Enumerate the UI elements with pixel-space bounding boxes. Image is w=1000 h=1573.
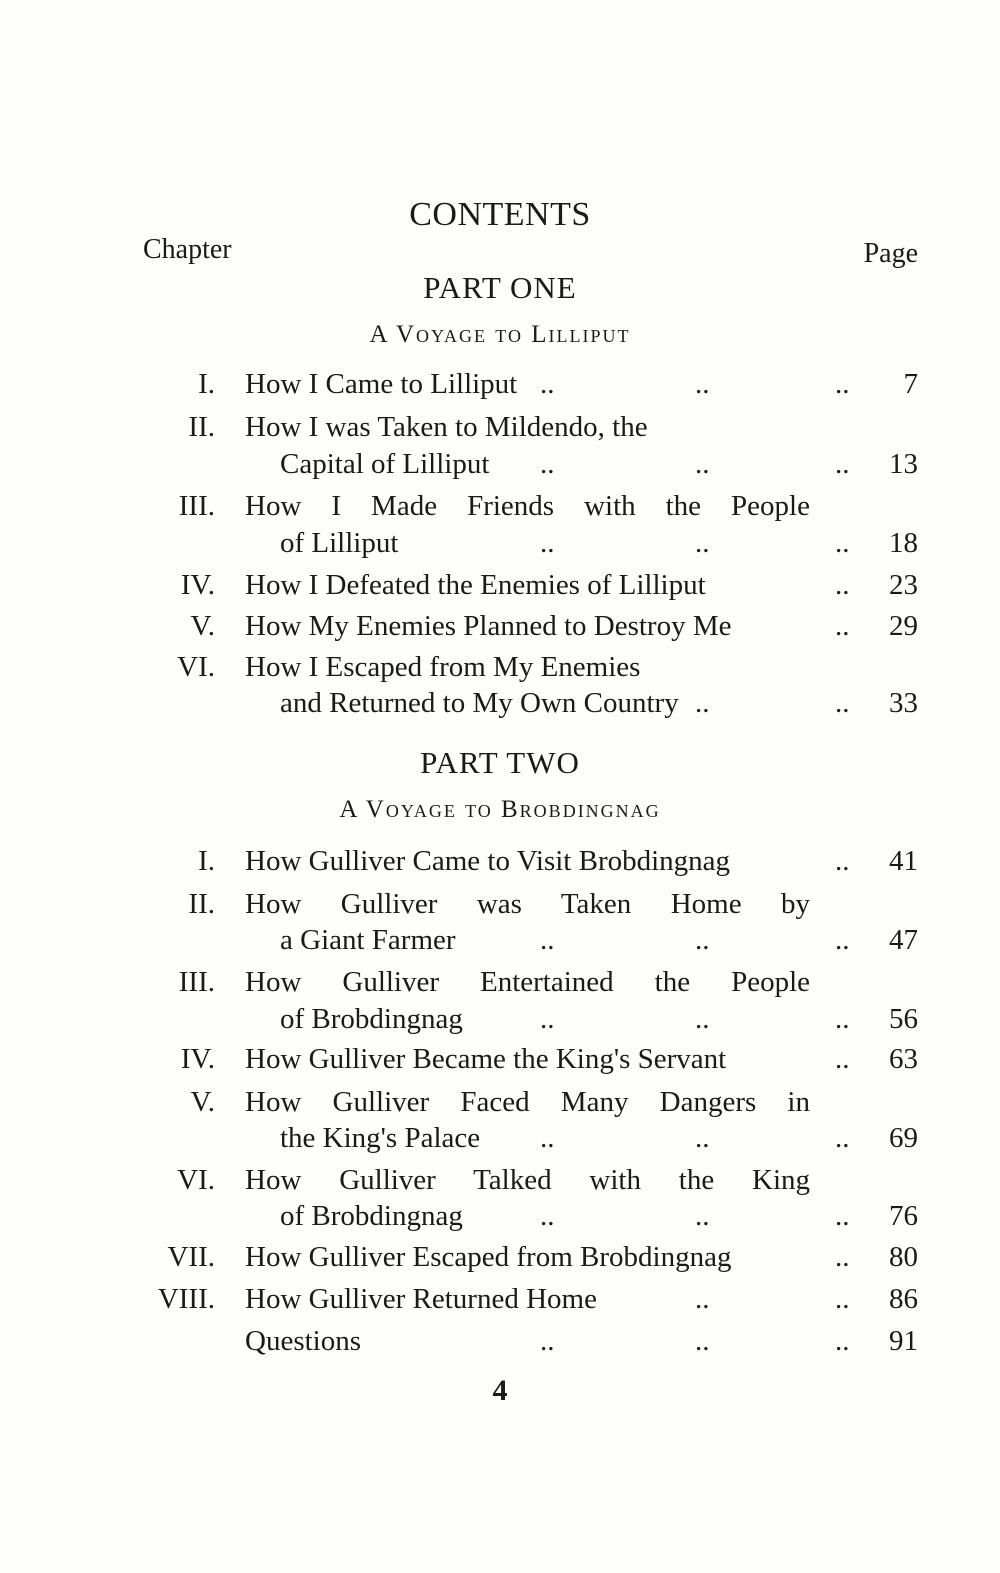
dot-leader: .. (540, 1200, 555, 1232)
dot-leader: .. (695, 1122, 710, 1154)
chapter-title-line: How Gulliver Entertained the People (245, 966, 810, 998)
chapter-title-line: How I Came to Lilliput (245, 368, 518, 400)
chapter-numeral: V. (190, 1086, 215, 1118)
chapter-numeral: VI. (177, 651, 215, 683)
chapter-title-line: Questions (245, 1325, 361, 1357)
part-subtitle: A Voyage to Brobdingnag (339, 796, 661, 823)
dot-leader: .. (695, 448, 710, 480)
chapter-page-number: 7 (903, 368, 918, 400)
dot-leader: .. (835, 845, 850, 877)
dot-leader: .. (540, 368, 555, 400)
chapter-title-line: How Gulliver Faced Many Dangers in (245, 1086, 810, 1118)
dot-leader: .. (695, 1283, 710, 1315)
chapter-numeral: IV. (180, 569, 215, 601)
chapter-page-number: 56 (889, 1003, 918, 1035)
chapter-title-line: How I was Taken to Mildendo, the (245, 411, 648, 443)
dot-leader: .. (835, 1003, 850, 1035)
chapter-numeral: IV. (180, 1043, 215, 1075)
chapter-page-number: 23 (889, 569, 918, 601)
part-title: PART TWO (420, 745, 580, 780)
dot-leader: .. (835, 1325, 850, 1357)
chapter-page-number: 86 (889, 1283, 918, 1315)
chapter-numeral: VIII. (157, 1283, 215, 1315)
chapter-title-line: of Lilliput (280, 527, 399, 559)
chapter-page-number: 29 (889, 610, 918, 642)
chapter-page-number: 33 (889, 687, 918, 719)
chapter-title-line: of Brobdingnag (280, 1200, 463, 1232)
chapter-numeral: II. (188, 888, 215, 920)
dot-leader: .. (695, 527, 710, 559)
chapter-page-number: 41 (889, 845, 918, 877)
chapter-page-number: 80 (889, 1241, 918, 1273)
chapter-page-number: 63 (889, 1043, 918, 1075)
chapter-page-number: 18 (889, 527, 918, 559)
chapter-title-line: How I Escaped from My Enemies (245, 651, 641, 683)
dot-leader: .. (835, 1122, 850, 1154)
chapter-title-line: and Returned to My Own Country (280, 687, 679, 719)
dot-leader: .. (695, 687, 710, 719)
contents-heading: CONTENTS (409, 196, 591, 233)
chapter-numeral: VII. (167, 1241, 215, 1273)
dot-leader: .. (835, 569, 850, 601)
chapter-page-number: 76 (889, 1200, 918, 1232)
dot-leader: .. (540, 1003, 555, 1035)
chapter-title-line: How My Enemies Planned to Destroy Me (245, 610, 732, 642)
dot-leader: .. (835, 1200, 850, 1232)
dot-leader: .. (835, 1241, 850, 1273)
dot-leader: .. (835, 368, 850, 400)
chapter-numeral: III. (178, 490, 215, 522)
dot-leader: .. (540, 924, 555, 956)
chapter-numeral: I. (198, 368, 215, 400)
chapter-title-line: How I Made Friends with the People (245, 490, 810, 522)
chapter-title-line: How Gulliver Escaped from Brobdingnag (245, 1241, 732, 1273)
chapter-title-line: of Brobdingnag (280, 1003, 463, 1035)
dot-leader: .. (835, 527, 850, 559)
dot-leader: .. (695, 368, 710, 400)
chapter-title-line: How Gulliver Became the King's Servant (245, 1043, 727, 1075)
chapter-title-line: Capital of Lilliput (280, 448, 490, 480)
chapter-column-label: Chapter (143, 234, 232, 265)
dot-leader: .. (835, 687, 850, 719)
chapter-title-line: How I Defeated the Enemies of Lilliput (245, 569, 706, 601)
dot-leader: .. (540, 1325, 555, 1357)
chapter-title-line: How Gulliver Returned Home (245, 1283, 597, 1315)
chapter-title-line: the King's Palace (280, 1122, 481, 1154)
chapter-page-number: 47 (889, 924, 918, 956)
chapter-numeral: III. (178, 966, 215, 998)
dot-leader: .. (835, 924, 850, 956)
dot-leader: .. (695, 1325, 710, 1357)
chapter-title-line: How Gulliver Came to Visit Brobdingnag (245, 845, 731, 877)
dot-leader: .. (835, 448, 850, 480)
page-column-label: Page (863, 238, 918, 269)
dot-leader: .. (695, 1200, 710, 1232)
dot-leader: .. (540, 448, 555, 480)
chapter-numeral: VI. (177, 1164, 215, 1196)
dot-leader: .. (695, 1003, 710, 1035)
part-title: PART ONE (423, 270, 577, 305)
chapter-title-line: a Giant Farmer (280, 924, 456, 956)
chapter-numeral: V. (190, 610, 215, 642)
chapter-title-line: How Gulliver was Taken Home by (245, 888, 810, 920)
chapter-page-number: 69 (889, 1122, 918, 1154)
chapter-page-number: 13 (889, 448, 918, 480)
chapter-numeral: I. (198, 845, 215, 877)
page-number: 4 (492, 1374, 508, 1407)
dot-leader: .. (835, 1283, 850, 1315)
dot-leader: .. (540, 527, 555, 559)
dot-leader: .. (835, 1043, 850, 1075)
part-subtitle: A Voyage to Lilliput (369, 321, 631, 348)
dot-leader: .. (540, 1122, 555, 1154)
chapter-page-number: 91 (889, 1325, 918, 1357)
dot-leader: .. (835, 610, 850, 642)
chapter-numeral: II. (188, 411, 215, 443)
chapter-title-line: How Gulliver Talked with the King (245, 1164, 810, 1196)
dot-leader: .. (695, 924, 710, 956)
